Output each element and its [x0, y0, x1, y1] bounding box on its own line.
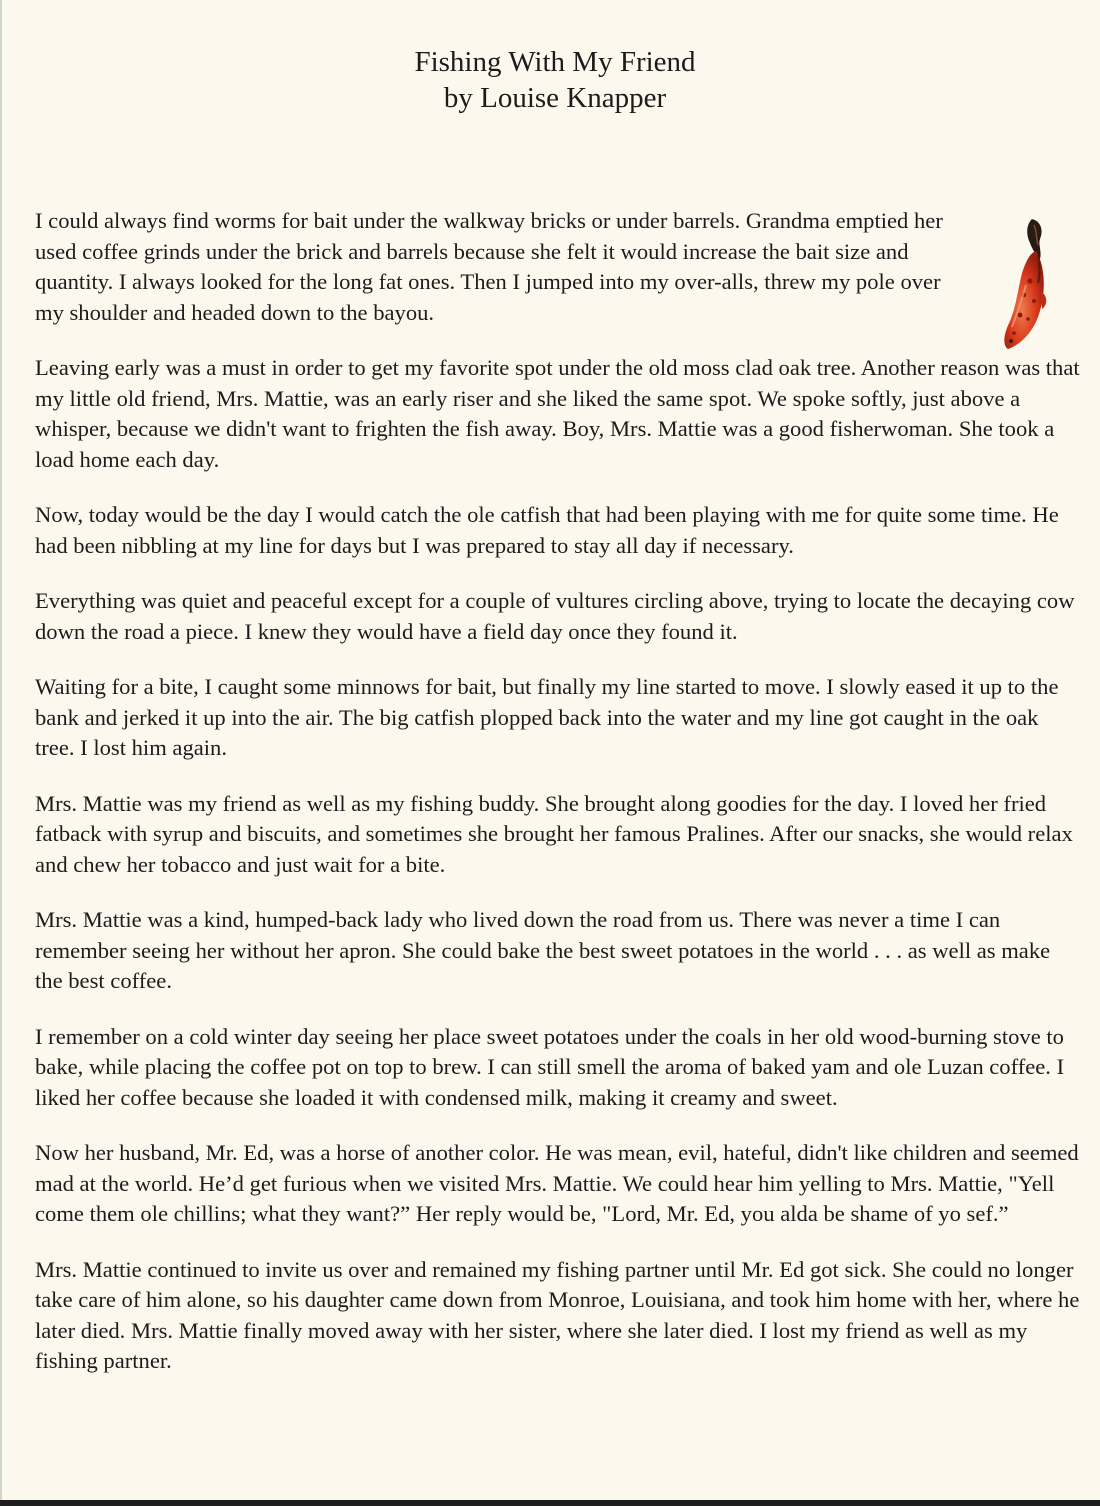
story-paragraph-1: I could always find worms for bait under the walkway bricks or under barrels. Grandma emptied her used coffee grinds under the brick and barrels because she felt it would increase the bait size and quantity. I always looked for the long fat ones. Then I jumped into my over-alls, threw my pole over my shoulder and headed down to the bayou. [35, 208, 943, 325]
story-byline: by Louise Knapper [443, 82, 667, 114]
story-paragraph-7: Mrs. Mattie was a kind, humped-back lady who lived down the road from us. There was never a time I can remember seeing her without her apron. She could bake the best sweet potatoes in the world . . . as well as make the best coffee. [35, 907, 1051, 993]
story-paragraph-3: Now, today would be the day I would catch the ole catfish that had been playing with me for quite some time. He had been nibbling at my line for days but I was prepared to stay all day if necessary. [35, 502, 1059, 558]
story-paragraph-4: Everything was quiet and peaceful except for a couple of vultures circling above, trying to locate the decaying cow down the road a piece. I knew they would have a field day once they found it. [35, 588, 1075, 644]
story-paragraph-8: I remember on a cold winter day seeing her place sweet potatoes under the coals in her old wood-burning stove to bake, while placing the coffee pot on top to brew. I can still smell the aroma of baked yam and ole Luzan coffee. I liked her coffee because she loaded it with condensed milk, making it creamy and sweet. [35, 1023, 1065, 1110]
page-left-edge [0, 0, 2, 1506]
bottom-edge-bar [0, 1500, 1100, 1506]
story-body [35, 206, 1080, 1402]
story-paragraph-5: Waiting for a bite, I caught some minnows for bait, but finally my line started to move. I slowly eased it up to the bank and jerked it up into the air. The big catfish plopped back into the water and my line got caught in the oak tree. I lost him again. [35, 674, 1059, 760]
story-paragraph-9: Now her husband, Mr. Ed, was a horse of another color. He was mean, evil, hateful, didn't like children and seemed mad at the world. He’d get furious when we visited Mrs. Mattie. We could hear him yelling to Mrs. Mattie, "Yell come them ole chillins; what they want?” Her reply would be, "Lord, Mr. Ed, you alda be shame of yo sef.” [35, 1140, 1079, 1226]
story-title: Fishing With My Friend [414, 46, 696, 78]
story-paragraph-2: Leaving early was a must in order to get my favorite spot under the old moss clad oak tree. Another reason was that my little old friend, Mrs. Mattie, was an early riser and she liked the same spot. We spoke softly, just above a whisper, because we didn't want to frighten the fish away. Boy, Mrs. Mattie was a good fisherwoman. She took a load home each day. [35, 355, 1080, 472]
story-paragraph-10: Mrs. Mattie continued to invite us over and remained my fishing partner until Mr. Ed got sick. She could no longer take care of him alone, so his daughter came down from Monroe, Louisiana, and took him home with her, where he later died. Mrs. Mattie finally moved away with her sister, where she later died. I lost my friend as well as my fishing partner. [35, 1256, 1080, 1373]
story-paragraph-6: Mrs. Mattie was my friend as well as my fishing buddy. She brought along goodies for the day. I loved her fried fatback with syrup and biscuits, and sometimes she brought her famous Pralines. After our snacks, she would relax and chew her tobacco and just wait for a bite. [35, 790, 1073, 877]
title-block [0, 44, 1100, 116]
